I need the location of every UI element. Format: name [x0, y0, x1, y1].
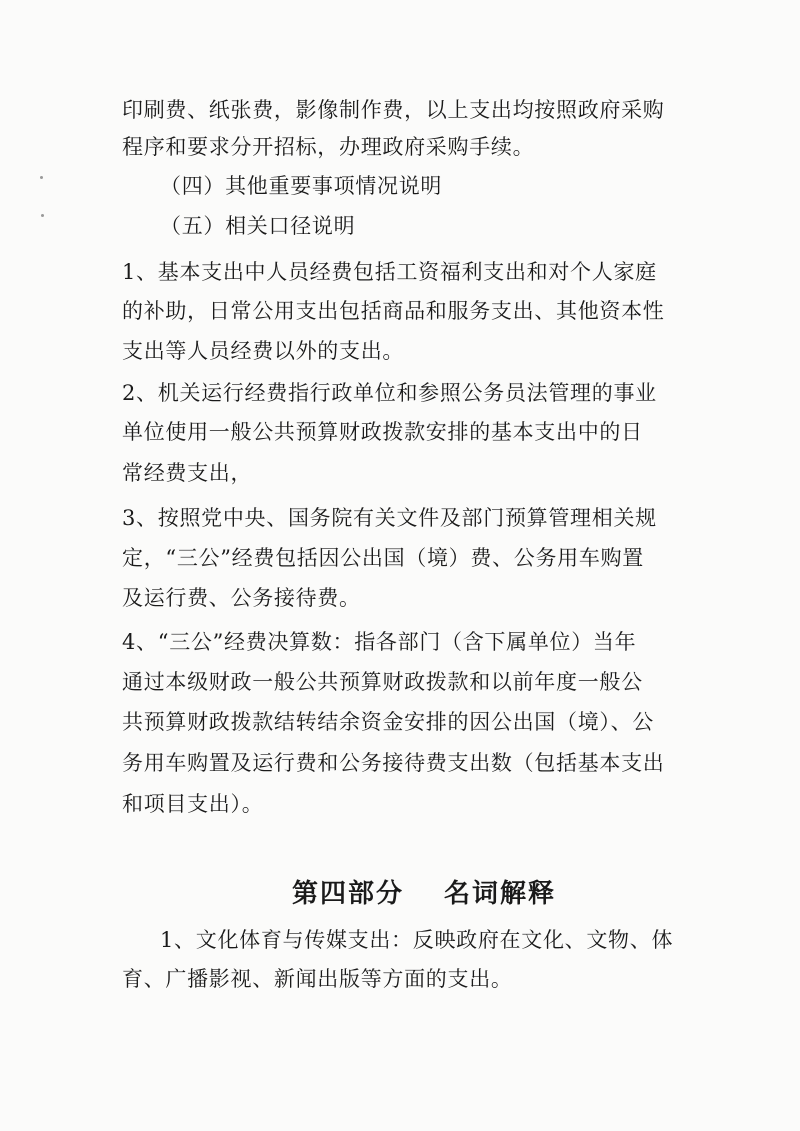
- subheading-definitions-scope: （五）相关口径说明: [160, 214, 356, 238]
- body-line-6: 的补助，日常公用支出包括商品和服务支出、其他资本性: [122, 299, 665, 323]
- body-line-2: 程序和要求分开招标，办理政府采购手续。: [122, 135, 535, 159]
- body-line-15: 通过本级财政一般公共预算财政拨款和以前年度一般公: [122, 670, 643, 694]
- body-line-12: 定，“三公”经费包括因公出国（境）费、公务用车购置: [122, 546, 644, 570]
- scan-speck: [41, 214, 44, 217]
- body-line-9: 单位使用一般公共预算财政拨款安排的基本支出中的日: [122, 420, 643, 444]
- body-line-14: 4、“三公”经费决算数：指各部门（含下属单位）当年: [122, 630, 637, 654]
- body-line-1: 印刷费、纸张费，影像制作费，以上支出均按照政府采购: [122, 98, 665, 122]
- body-line-16: 共预算财政拨款结转结余资金安排的因公出国（境）、公: [122, 710, 654, 734]
- section-part-label: 第四部分: [292, 879, 405, 909]
- body-line-18: 和项目支出）。: [122, 792, 264, 816]
- body-line-7: 支出等人员经费以外的支出。: [122, 339, 405, 363]
- section-name-label: 名词解释: [444, 879, 557, 909]
- section-title: [292, 877, 556, 911]
- body-line-5: 1、基本支出中人员经费包括工资福利支出和对个人家庭: [122, 260, 657, 284]
- body-line-13: 及运行费、公务接待费。: [122, 586, 361, 610]
- subheading-other-matters: （四）其他重要事项情况说明: [160, 174, 443, 198]
- body-line-8: 2、机关运行经费指行政单位和参照公务员法管理的事业: [122, 381, 657, 405]
- scan-speck: [40, 176, 43, 179]
- body-line-10: 常经费支出，: [122, 461, 253, 485]
- body-line-17: 务用车购置及运行费和公务接待费支出数（包括基本支出: [122, 751, 665, 775]
- definition-line-1: 1、文化体育与传媒支出：反映政府在文化、文物、体: [160, 928, 674, 952]
- definition-line-2: 育、广播影视、新闻出版等方面的支出。: [122, 967, 513, 991]
- body-line-11: 3、按照党中央、国务院有关文件及部门预算管理相关规: [122, 506, 657, 530]
